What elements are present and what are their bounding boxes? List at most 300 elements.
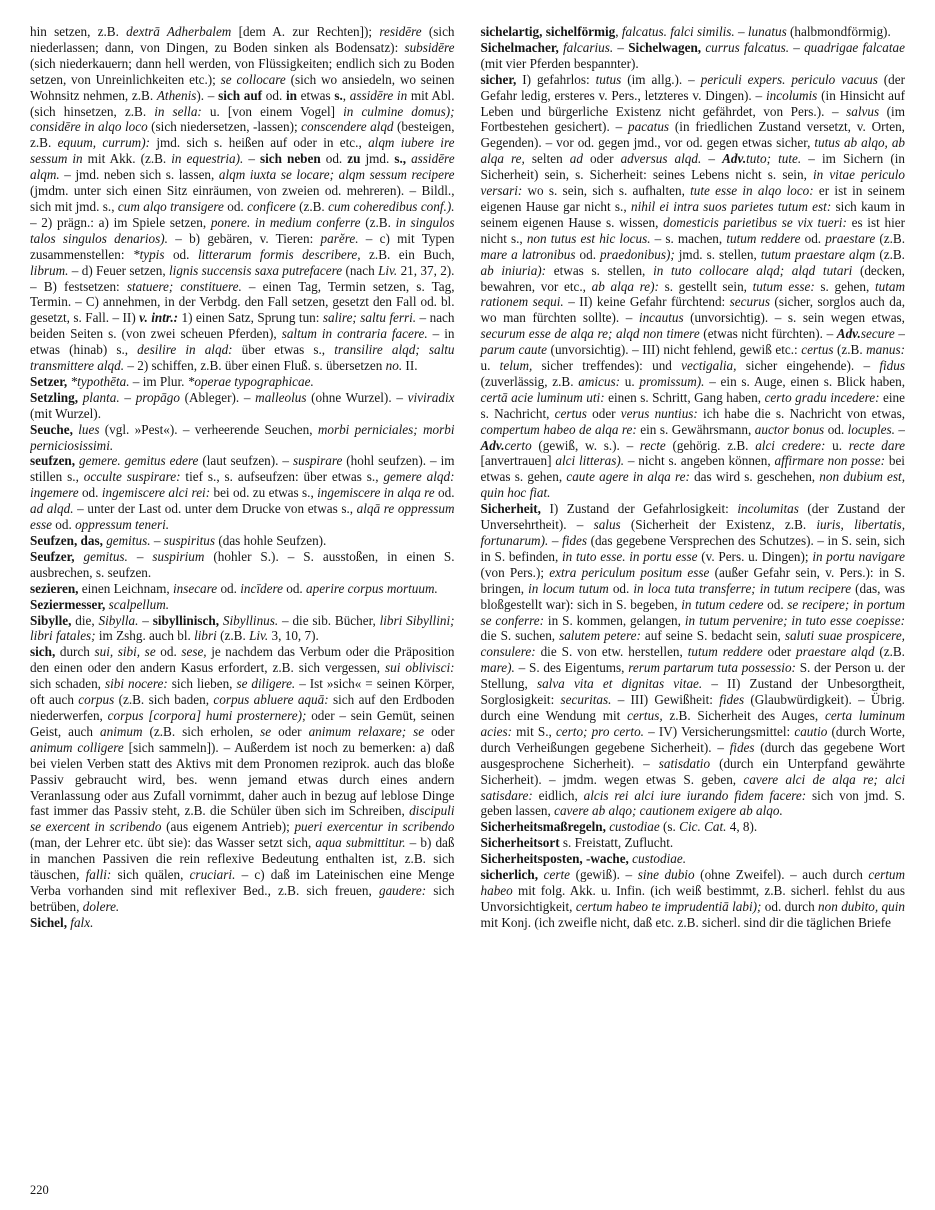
latin-italic-text: occulte suspirare: [83, 469, 181, 485]
latin-italic-text: animum [100, 723, 143, 739]
latin-italic-text: Liv. [378, 262, 398, 278]
latin-italic-text: transilire alqd; saltu transmittere alqd. [30, 342, 455, 374]
entry-text: (hohler S.). – S. ausstoßen, in einen S. ausbrechen, s. seufzen. [30, 548, 455, 580]
entry-text: – [127, 548, 153, 564]
entry-text: (man, der Lehrer etc. übt sie): das Wasser setzt sich, [30, 835, 316, 851]
bold-text: Adv. [480, 437, 505, 453]
entry-text: (laut seufzen). – [198, 453, 293, 469]
latin-italic-text: in tuto esse. in portu esse [562, 548, 698, 564]
latin-italic-text: *operae typographicae. [187, 373, 314, 389]
latin-italic-text: subsidēre [404, 39, 455, 55]
entry-text: (z.B. sich erholen, [142, 723, 261, 739]
entry-text: sich auf den Erdboden niederwerfen, [30, 692, 455, 723]
latin-italic-text: salvus [846, 103, 880, 119]
latin-italic-text: certum habeo [480, 867, 905, 898]
latin-italic-text: currus falcatus. [705, 39, 790, 55]
entry-text: – [701, 151, 723, 167]
latin-italic-text: certā acie luminum uti: [480, 389, 605, 405]
entry-text: sich lieben, [167, 676, 237, 692]
entry-text: od. [223, 198, 248, 214]
latin-italic-text: satisdatio [658, 755, 711, 771]
entry-text: (das hohle Seufzen). [215, 533, 327, 548]
latin-italic-text: praedonibus); [600, 246, 675, 262]
latin-italic-text: adversus alqd. [620, 151, 702, 167]
entry-text: die S. suchen, [480, 628, 560, 644]
latin-italic-text: *typothēta. [70, 373, 130, 389]
latin-italic-text: pacatus [628, 119, 670, 135]
bold-text: Seuche, [30, 421, 73, 437]
dictionary-entry [481, 851, 906, 867]
bold-text: Sichel, [30, 914, 67, 930]
latin-italic-text: custodiae. [632, 851, 686, 867]
entry-text: od. [800, 230, 826, 246]
latin-italic-text: ingemiscere in alqa re [317, 485, 435, 501]
latin-italic-text: certe [543, 867, 570, 883]
latin-italic-text: telum, [499, 358, 533, 374]
latin-italic-text: caute agere in alqa re: [566, 469, 690, 485]
latin-italic-text: mare). [480, 660, 515, 676]
entry-text: ). – [196, 87, 219, 103]
latin-italic-text: certo gradu incedere: [764, 389, 880, 405]
latin-italic-text: cruciari. [189, 867, 236, 883]
entry-text: , [342, 87, 350, 103]
entry-text: od. [575, 246, 601, 262]
bold-text: Sibylle, [30, 612, 72, 628]
latin-italic-text: falcarius. [562, 39, 614, 55]
entry-text: (ohne Wurzel). – [306, 389, 408, 405]
page-number: 220 [30, 1183, 49, 1197]
latin-italic-text: certus [554, 405, 587, 421]
entry-text: – Ist »sich« = seinen Körper, oft auch [30, 676, 455, 708]
latin-italic-text: ponere. in medium conferre [210, 214, 361, 230]
entry-text: od. [763, 596, 788, 612]
bold-text: Seufzen, das, [30, 533, 103, 548]
entry-text: u. [620, 373, 640, 389]
latin-italic-text: secure – parum caute [480, 326, 905, 358]
bold-text: Adv. [722, 151, 747, 167]
latin-italic-text: in tutum pervenire; in tuto esse coepisse: [684, 612, 905, 628]
entry-text: (halbmondförmig). [786, 24, 891, 39]
latin-italic-text: saltum in contraria facere. [281, 326, 428, 342]
bold-text: Sicherheit, [480, 501, 541, 517]
latin-italic-text: periculi expers. periculo vacuus [700, 71, 878, 87]
latin-italic-text: discipuli se exercent in scribendo [30, 803, 455, 835]
entry-text: oder [271, 723, 309, 739]
latin-italic-text: alqā re oppressum esse [30, 501, 455, 533]
entry-text: I) Zustand der Gefahrlosigkeit: [540, 501, 738, 517]
entry-text: einen s. Schritt, Gang haben, [604, 389, 765, 405]
latin-italic-text: salire; saltu ferri. [322, 310, 417, 326]
latin-italic-text: corpus [78, 692, 115, 708]
entry-text: es ist hier nicht s., [480, 214, 905, 246]
latin-italic-text: tutus ab alqo, ab alqa re, [480, 135, 905, 167]
entry-text: – [150, 533, 164, 548]
latin-italic-text: equum, currum): [57, 135, 150, 151]
entry-text: tief s., s. aufseufzen: über etwas s., [180, 469, 384, 485]
entry-text: S. der Person u. der Stellung, [480, 660, 905, 692]
entry-text: – im Plur. [129, 373, 188, 389]
latin-italic-text: securitas. [560, 692, 612, 708]
latin-italic-text: se collocare [220, 71, 286, 87]
entry-text: [anvertrauen] [480, 453, 556, 469]
entry-text: (v. Pers. u. Dingen); [697, 548, 813, 564]
latin-italic-text: scalpellum. [108, 596, 170, 612]
latin-italic-text: malleolus [255, 389, 307, 405]
latin-italic-text: pueri exercentur in scribendo [294, 819, 455, 835]
entry-text: (aus eigenem Antrieb); [161, 819, 295, 835]
bold-text: Sicherheitsposten, -wache, [480, 851, 629, 867]
latin-italic-text: animum colligere [30, 739, 124, 755]
entry-text: oder [762, 644, 796, 660]
latin-italic-text: alqm iubere ire sessum in [30, 135, 455, 167]
entry-text: [sich sammeln]). – Außerdem ist noch zu bemerken: a) daß bei vielen Verben statt des Aktivs mit dem Pronomen reziprok. auch das bloße Passiv gebraucht wird, bes. wenn jemand etwas durch eines andern Veranlassung oder aus Zufall vornimmt, daher auch in bezug auf leblose Dinge fast immer das Passiv steht, z.B. die Schüler üben sich im Schreiben, [30, 739, 455, 819]
entry-text: 1) einen Satz, Sprung tun: [178, 310, 323, 326]
text-columns [30, 24, 905, 1174]
latin-italic-text: in tuto collocare alqd; alqd tutari [653, 262, 853, 278]
dictionary-entry [30, 597, 455, 613]
latin-italic-text: oppressum teneri. [75, 517, 170, 533]
entry-text: sicher eingehende). – [736, 358, 880, 374]
entry-text: od. [434, 485, 455, 501]
entry-text: (von Pers.); [480, 564, 550, 580]
latin-italic-text: ad [569, 151, 583, 167]
entry-text: (z.B. [875, 230, 905, 246]
dictionary-entry [30, 374, 455, 390]
entry-text: – c) daß im Lateinischen eine Menge Verba vorhanden sind mit reflexiver Bed., z.B. sich freuen, [30, 867, 455, 898]
latin-italic-text: lues [78, 421, 100, 437]
entry-text: – im Sichern (in Sicherheit) sein, s. Sicherheit: seines Lebens nicht s. sein, [480, 151, 905, 183]
entry-text: (der Zustand der Unversehrtheit). – [480, 501, 905, 533]
entry-text: – b) gebären, v. Tieren: [167, 230, 321, 246]
entry-text: (hohl seufzen). – im stillen s., [30, 453, 455, 485]
entry-text: (z.B. [360, 214, 396, 230]
bold-text: sich, [30, 644, 56, 660]
entry-text: (z.B. [216, 628, 250, 644]
bold-text: sicherlich, [480, 867, 539, 883]
latin-italic-text: propāgo [135, 389, 180, 405]
latin-italic-text: lignis succensis saxa putrefacere [169, 262, 343, 278]
entry-text: bei etwas s. gehen, [480, 453, 905, 485]
bold-text: Sicherheitsort [480, 835, 560, 851]
latin-italic-text: saluti suae prospicere, consulere: [480, 628, 905, 660]
latin-italic-text: suspirare [292, 453, 343, 469]
latin-italic-text: Athenis [156, 87, 197, 103]
entry-text: (mit vier Pferden bespannter). [480, 55, 639, 71]
entry-text: wo s. sein, sich s. aufhalten, [522, 183, 691, 199]
dictionary-entry [30, 453, 455, 533]
entry-text: – die sib. Bücher, [278, 612, 380, 628]
latin-italic-text: in culmine domus); considēre in alqo loco [30, 103, 455, 135]
latin-italic-text: ab alqa re): [591, 278, 659, 294]
bold-text: in [285, 87, 297, 103]
entry-text: sich quälen, [111, 867, 190, 883]
latin-italic-text: tute esse in alqo loco: [690, 183, 814, 199]
entry-text: (gehörig. z.B. [665, 437, 756, 453]
entry-text: od. [608, 580, 634, 596]
entry-text: mit Konj. (ich zweifle nicht, daß etc. z.B. sicherl. sind dir die täglichen Briefe [480, 914, 892, 930]
entry-text: (nach [342, 262, 379, 278]
entry-text: – [734, 24, 748, 39]
latin-italic-text: locuples. [847, 421, 895, 437]
latin-italic-text: praestare alqd [796, 644, 875, 660]
entry-text: – jmd. neben sich s. lassen, [59, 167, 219, 183]
entry-text: – s. machen, [650, 230, 727, 246]
latin-italic-text: alci litteras). [555, 453, 625, 469]
entry-text: s. Freistatt, Zuflucht. [559, 835, 674, 851]
latin-italic-text: assidēre in [349, 87, 408, 103]
entry-text: u. [von einem Vogel] [201, 103, 344, 119]
latin-italic-text: cum coheredibus conf.). [328, 198, 455, 214]
entry-text: oder [582, 151, 621, 167]
entry-text: – II) keine Gefahr fürchtend: [563, 294, 730, 310]
entry-text: hin setzen, z.B. [30, 24, 127, 39]
entry-text: sich kaum in seinem eigenen Hause s. wissen, [480, 198, 905, 230]
latin-italic-text: in singulos talos singulos denarios). [30, 214, 455, 246]
latin-italic-text: viviradix [407, 389, 455, 405]
bold-text: sicher, [480, 71, 517, 87]
latin-italic-text: in loca tuta transferre; in tutum recipere [633, 580, 852, 596]
entry-text: (durch das gegebene Wort ausgesprochene Sicherheit). – [480, 739, 905, 771]
entry-text: eidlich, [532, 787, 584, 803]
latin-italic-text: gaudere: [378, 882, 427, 898]
entry-text: (Sicherheit der Existenz, z.B. [620, 517, 817, 533]
bold-text: sich neben [259, 151, 321, 167]
latin-italic-text: fidus [879, 358, 905, 374]
latin-italic-text: ab iniuria): [480, 262, 547, 278]
dictionary-entry [30, 549, 455, 581]
latin-italic-text: alcis rei alci iure iurando fidem facere: [583, 787, 807, 803]
entry-text: (im allg.). – [621, 71, 701, 87]
bold-text: seufzen, [30, 453, 76, 469]
latin-italic-text: residēre [379, 24, 422, 39]
latin-italic-text: certum habeo te imprudentiā labi); [575, 898, 762, 914]
bold-text: sich auf [218, 87, 263, 103]
entry-text: (ohne Zweifel). – auch durch [694, 867, 869, 883]
entry-text: (im Fortbestehen gesichert). – [480, 103, 905, 135]
entry-text: od. [51, 517, 76, 533]
latin-italic-text: dolere. [82, 898, 120, 914]
entry-text: – nicht s. angeben können, [624, 453, 775, 469]
entry-text: (sich wo ansiedeln, wo seinen Wohnsitz nehmen, z.B. [30, 71, 455, 103]
latin-italic-text: statuere; constituere. [126, 278, 242, 294]
entry-text: 4, 8). [726, 819, 758, 835]
entry-text: – einen Tag, Termin setzen, s. Tag, Termin. – C) annehmen, in der Verbdg. den Fall setzen, gesetzt den Fall od. bl. gesetzt, s. Fall. – II) [30, 278, 455, 326]
entry-text: (vgl. »Pest«). – verheerende Seuchen, [99, 421, 318, 437]
dictionary-entry [30, 390, 455, 422]
latin-italic-text: domesticis parietibus se vix tueri: [663, 214, 847, 230]
entry-text: – [138, 612, 153, 628]
latin-italic-text: incīdere [240, 580, 283, 596]
latin-italic-text: *typis [132, 246, 165, 262]
entry-text: (mit Wurzel). [30, 405, 101, 421]
bold-text: Seziermesser, [30, 596, 106, 612]
latin-italic-text: affirmare non posse: [774, 453, 886, 469]
latin-italic-text: amicus: [578, 373, 621, 389]
latin-italic-text: verus nuntius: [620, 405, 698, 421]
entry-text: (z.B. [833, 342, 867, 358]
latin-italic-text: nihil ei intra suos parietes tutum est: [630, 198, 832, 214]
entry-text: (das gegebene Versprechen des Schutzes). – in S. sein, sich in S. befinden, [480, 533, 905, 564]
latin-italic-text: Cic. Cat. [679, 819, 727, 835]
bold-text: v. intr.: [139, 310, 179, 326]
latin-italic-text: non dubium est, quin hoc fiat. [480, 469, 905, 501]
entry-text: (decken, bewahren, vor etc., [480, 262, 905, 294]
latin-italic-text: corpus [corpora] humi prosternere); [107, 707, 307, 723]
latin-italic-text: alqm iuxta se locare; alqm sessum recipere [218, 167, 455, 183]
latin-italic-text: in tutum cedere [681, 596, 764, 612]
right-column [481, 24, 906, 1174]
entry-text: od. [282, 580, 307, 596]
dictionary-entry [30, 915, 455, 931]
entry-text: (z.B. [875, 246, 905, 262]
latin-italic-text: aperire corpus mortuum. [306, 580, 438, 596]
latin-italic-text: vectigalia, [681, 358, 737, 374]
entry-text: – 2) prägn.: a) im Spiele setzen, [30, 214, 211, 230]
latin-italic-text: no. [385, 358, 403, 374]
entry-text: in S. kommen, gelangen, [544, 612, 685, 628]
latin-italic-text: lunatus [747, 24, 787, 39]
latin-italic-text: certus [801, 342, 834, 358]
latin-italic-text: se diligere. [236, 676, 296, 692]
latin-italic-text: sine dubio [637, 867, 695, 883]
entry-text: – d) Feuer setzen, [68, 262, 169, 278]
entry-text: (sich niederkauern; dann hell werden, von Flüssigkeiten; endlich sich zu Boden setzen, von Unreinlichkeiten etc.); [30, 55, 455, 87]
entry-text: das wird s. geschehen, [689, 469, 820, 485]
latin-italic-text: fides [719, 692, 745, 708]
latin-italic-text: non tutus est hic locus. [526, 230, 651, 246]
entry-text: (z.B. [295, 198, 329, 214]
entry-text: (in friedlichen Zustand versetzt, v. Orten, Gegenden). – vor od. gegen jmd., vor od. gegen etwas sicher, [480, 119, 905, 151]
bold-text: Setzer, [30, 373, 68, 389]
latin-italic-text: alci credere: [755, 437, 826, 453]
bold-text: s., [394, 151, 407, 167]
entry-text: die S. von etw. herstellen, [535, 644, 688, 660]
latin-italic-text: tutum reddere [726, 230, 801, 246]
entry-text: sich schaden, [30, 676, 105, 692]
entry-text: auf seine S. bedacht sein, [640, 628, 785, 644]
latin-italic-text: quadrigae falcatae [804, 39, 905, 55]
latin-italic-text: sui, sibi, se [94, 644, 156, 660]
entry-text: od. [320, 151, 348, 167]
latin-italic-text: assidēre alqm. [30, 151, 455, 183]
bold-text: Sichelmacher, [480, 39, 559, 55]
latin-italic-text: ingemiscere alci rei: [101, 485, 211, 501]
latin-italic-text: certus, [627, 707, 663, 723]
entry-text: etwas s. stellen, [546, 262, 654, 278]
latin-italic-text: non dubito, quin [818, 898, 905, 914]
latin-italic-text: cum alqo transigere [117, 198, 224, 214]
latin-italic-text: Sibylla. [98, 612, 139, 628]
latin-italic-text: conscendere alqd [301, 119, 394, 135]
entry-text: I) gefahrlos: [516, 71, 596, 87]
dictionary-entry [30, 422, 455, 454]
entry-text: eine s. Nachricht, [480, 389, 905, 421]
latin-italic-text: fides [562, 533, 587, 548]
latin-italic-text: gemitus. [83, 548, 128, 564]
entry-text: – IV) Versicherungsmittel: [643, 723, 795, 739]
entry-text: jmd. [360, 151, 395, 167]
entry-text: (etwas nicht fürchten). – [699, 326, 837, 342]
latin-italic-text: tutus [595, 71, 622, 87]
bold-text: Seufzer, [30, 548, 75, 564]
latin-italic-text: parĕre. [320, 230, 359, 246]
latin-italic-text: cautio [794, 723, 828, 739]
dictionary-entry [481, 40, 906, 72]
latin-italic-text: salutem petere: [559, 628, 641, 644]
entry-text: od. [217, 580, 241, 596]
entry-text: jmd. sich s. heißen auf oder in etc., [149, 135, 369, 151]
entry-text: sich von jmd. S. geben lassen, [480, 787, 905, 819]
latin-italic-text: cavere alci de alqa re; alci satisdare: [480, 771, 905, 803]
latin-italic-text: sese, [181, 644, 207, 660]
entry-text: (Ableger). – [179, 389, 256, 405]
latin-italic-text: recte dare [848, 437, 905, 453]
entry-text: – c) mit Typen zusammenstellen: [30, 230, 455, 262]
entry-text: z.B. Sicherheit des Auges, [662, 707, 825, 723]
entry-text: od. [164, 246, 198, 262]
entry-text: jmd. s. stellen, [674, 246, 761, 262]
latin-italic-text: suspirium [152, 548, 205, 564]
latin-italic-text: tutum praestare alqm [760, 246, 876, 262]
latin-italic-text: cavere ab alqo; cautionem exigere ab alqo. [554, 803, 783, 819]
latin-italic-text: tutum esse: [752, 278, 815, 294]
bold-text: Adv. [836, 326, 861, 342]
entry-text: (gewiß, w. s.). – [531, 437, 640, 453]
latin-italic-text: libri Sibyllini; libri fatales; [30, 612, 455, 644]
entry-text: od. [78, 485, 102, 501]
entry-text: (jmdm. unter sich einen Sitz einräumen, von zweien od. mehreren). – Bildl., sich mit jmd. s., [30, 183, 455, 214]
entry-text: (zuverlässig, z.B. [480, 373, 579, 389]
latin-italic-text: salus [593, 517, 621, 533]
bold-text: sichelartig, sichelförmig [480, 24, 616, 39]
entry-text: etwas [296, 87, 335, 103]
dictionary-entry [30, 24, 455, 374]
entry-text: s. gehen, [814, 278, 875, 294]
latin-italic-text: auctor bonus [754, 421, 825, 437]
entry-text: od. [262, 87, 286, 103]
latin-italic-text: securum esse de alqa re; alqd non timere [480, 326, 700, 342]
entry-text: er ist in seinem eigenen Hause gar nicht s., [480, 183, 905, 214]
latin-italic-text: incautus [638, 310, 684, 326]
entry-text: – S. des Eigentums, [514, 660, 629, 676]
entry-text: ein s. Gewährsmann, [636, 421, 755, 437]
latin-italic-text: in portu navigare [812, 548, 905, 564]
latin-italic-text: falli: [85, 867, 112, 883]
latin-italic-text: certo [504, 437, 532, 453]
latin-italic-text: falcatus. falci similis. [621, 24, 735, 39]
entry-text: od. durch [761, 898, 819, 914]
bold-text: Setzling, [30, 389, 78, 405]
bold-text: zu [347, 151, 361, 167]
latin-italic-text: tuto; tute. [746, 151, 802, 167]
entry-text: (besteigen, z.B. [30, 119, 455, 151]
entry-text: mit Akk. (z.B. [82, 151, 172, 167]
entry-text: die, [71, 612, 99, 628]
latin-italic-text: in vitae periculo versari: [480, 167, 905, 199]
latin-italic-text: recte [639, 437, 666, 453]
latin-italic-text: litterarum formis describere, [197, 246, 361, 262]
dictionary-entry [481, 24, 906, 40]
latin-italic-text: certo; pro certo. [555, 723, 644, 739]
latin-italic-text: se recipere; in portum se conferre: [480, 596, 905, 628]
entry-text: od. [824, 421, 848, 437]
entry-text: einen Leichnam, [78, 580, 173, 596]
entry-text: im Zshg. auch bl. [95, 628, 195, 644]
entry-text: oder – sein Gemüt, seinen Geist, auch [30, 707, 455, 739]
entry-text: – [548, 533, 563, 548]
entry-text: – ein s. Auge, einen s. Blick haben, [704, 373, 905, 389]
latin-italic-text: praestare [825, 230, 876, 246]
